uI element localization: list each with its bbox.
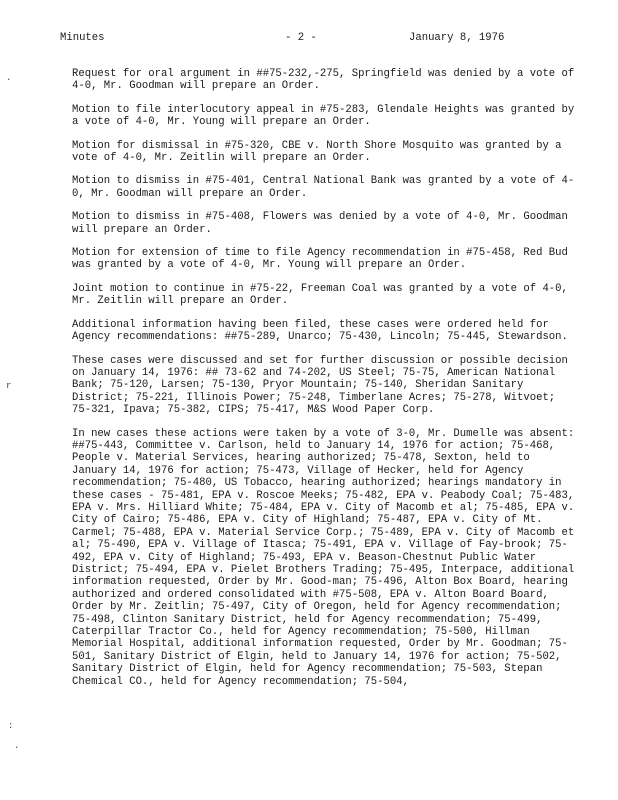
minutes-body bbox=[72, 68, 580, 699]
page-header bbox=[60, 32, 580, 46]
paragraph: In new cases these actions were taken by a vote of 3-0, Mr. Dumelle was absent: ##75-443, Committee v. Carlson, held to January 14, 1976 for action; 75-468, People v. Material Services, hearing authorized; 75-478, Sexton, held to January 14, 1976 for action; 75-473, Village of Hecker, held for Agency recommendation; 75-480, US Tobacco, hearing authorized; hearings mandatory in these cases - 75-481, EPA v. Roscoe Meeks; 75-482, EPA v. Peabody Coal; 75-483, EPA v. Mrs. Hilliard White; 75-484, EPA v. City of Macomb et al; 75-485, EPA v. City of Cairo; 75-486, EPA v. City of Highland; 75-487, EPA v. City of Mt. Carmel; 75-488, EPA v. Material Service Corp.; 75-489, EPA v. City of Macomb et al; 75-490, EPA v. Village of Itasca; 75-491, EPA v. Village of Fay-brook; 75-492, EPA v. City of Highland; 75-493, EPA v. Beason-Chestnut Public Water District; 75-494, EPA v. Pielet Brothers Trading; 75-495, Interpace, additional information requested, Order by Mr. Good-man; 75-496, Alton Box Board, hearing authorized and ordered consolidated with #75-508, EPA v. Alton Board Board, Order by Mr. Zeitlin; 75-497, City of Oregon, held for Agency recommendation; 75-498, Clinton Sanitary District, held for Agency recommendation; 75-499, Caterpillar Tractor Co., held for Agency recommendation; 75-500, Hillman Memorial Hospital, additional information requested, Order by Mr. Goodman; 75-501, Sanitary District of Elgin, held to January 14, 1976 for action; 75-502, Sanitary District of Elgin, held for Agency recommendation; 75-503, Stepan Chemical CO., held for Agency recommendation; 75-504, bbox=[72, 427, 575, 688]
paragraph: Motion for extension of time to file Agency recommendation in #75-458, Red Bud was granted by a vote of 4-0, Mr. Young will prepare an Order. bbox=[72, 247, 568, 272]
margin-mark: . bbox=[6, 73, 12, 83]
paragraph: Request for oral argument in ##75-232,-275, Springfield was denied by a vote of 4-0, Mr. Goodman will prepare an Order. bbox=[72, 68, 575, 93]
margin-mark: r bbox=[6, 381, 12, 391]
paragraph: Motion for dismissal in #75-320, CBE v. North Shore Mosquito was granted by a vote of 4-0, Mr. Zeitlin will prepare an Order. bbox=[72, 139, 562, 165]
margin-mark: . bbox=[14, 741, 20, 751]
paragraph: Motion to dismiss in #75-401, Central National Bank was granted by a vote of 4-0, Mr. Goodman will prepare an Order. bbox=[72, 175, 575, 200]
paragraph: Joint motion to continue in #75-22, Freeman Coal was granted by a vote of 4-0, Mr. Zeitlin will prepare an Order. bbox=[72, 282, 568, 308]
page-number: - 2 - bbox=[285, 32, 317, 44]
paragraph: Motion to dismiss in #75-408, Flowers was denied by a vote of 4-0, Mr. Goodman will prepare an Order. bbox=[72, 211, 568, 236]
paragraph: Motion to file interlocutory appeal in #75-283, Glendale Heights was granted by a vote of 4-0, Mr. Young will prepare an Order. bbox=[72, 103, 575, 129]
margin-mark: : bbox=[8, 721, 14, 731]
paragraph: Additional information having been filed, these cases were ordered held for Agency recommendations: ##75-289, Unarco; 75-430, Lincoln; 75-445, Stewardson. bbox=[72, 318, 568, 344]
header-date: January 8, 1976 bbox=[409, 32, 505, 44]
paragraph: These cases were discussed and set for further discussion or possible decision on January 14, 1976: ## 73-62 and 74-202, US Steel; 75-75, American National Bank; 75-120, Larsen; 75-130, Pryor Mountain; 75-140, Sheridan Sanitary District; 75-221, Illinois Power; 75-248, Timberlane Acres; 75-278, Witvoet; 75-321, Ipava; 75-382, CIPS; 75-417, M&S Wood Paper Corp. bbox=[72, 354, 568, 417]
header-title: Minutes bbox=[60, 32, 105, 44]
